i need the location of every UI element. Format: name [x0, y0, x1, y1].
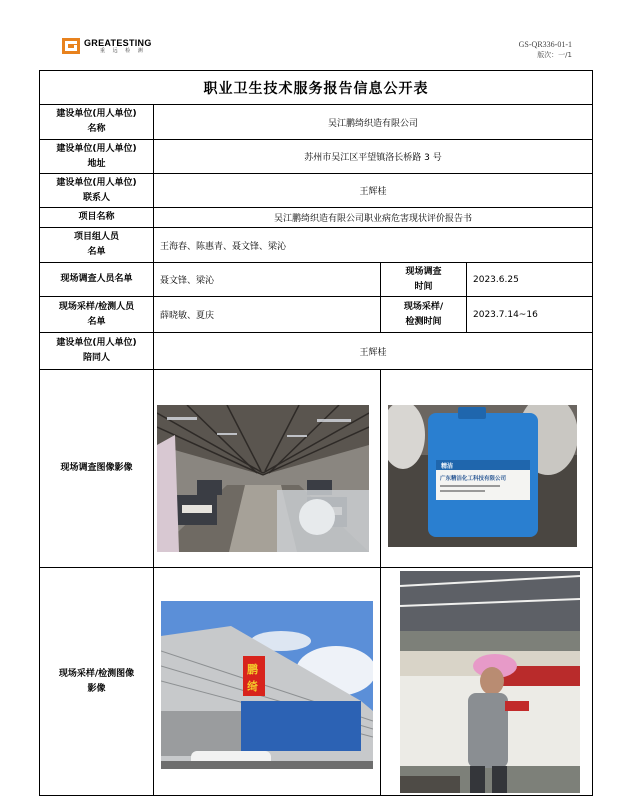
- company-address-label: 建设单位(用人单位) 地址: [40, 140, 154, 174]
- greatesting-logo-icon: [62, 38, 80, 54]
- company-logo: [62, 38, 152, 54]
- page-title: 职业卫生技术服务报告信息公开表: [40, 71, 593, 105]
- survey-photo-cell-2: [381, 370, 593, 568]
- sign-char-1: 鹏: [247, 663, 258, 676]
- survey-staff-label: 现场调查人员名单: [40, 263, 154, 297]
- document-code: GS-QR336-01-1: [518, 40, 572, 49]
- contact-person-value: 王辉桂: [154, 174, 593, 208]
- document-number-block: [519, 40, 572, 60]
- survey-staff-value: 聂文锋、梁沁: [154, 263, 381, 297]
- sampling-photo-cell-1: [154, 568, 381, 796]
- project-name-label: 项目名称: [40, 208, 154, 228]
- sampling-photo-cell-2: [381, 568, 593, 796]
- team-members-value: 王海春、陈惠青、聂文锋、梁沁: [154, 228, 593, 263]
- logo-subtitle: 重 远 检 测: [100, 48, 146, 54]
- survey-photo-cell-1: [154, 370, 381, 568]
- container-brand-text: 广东精洁化工科技有限公司: [440, 476, 507, 482]
- factory-exterior-photo: [161, 601, 373, 769]
- sampling-staff-value: 薛晓敏、夏庆: [154, 297, 381, 333]
- logo-name: GREATESTING: [84, 38, 152, 48]
- escort-value: 王辉桂: [154, 333, 593, 370]
- survey-images-label: 现场调查图像影像: [40, 370, 154, 568]
- sampling-time-label: 现场采样/ 检测时间: [381, 297, 467, 333]
- document-version: 版次：一/1: [537, 51, 572, 59]
- company-address-value: 苏州市吴江区平望镇洛长桥路 3 号: [154, 140, 593, 174]
- factory-interior-photo: [157, 405, 369, 552]
- team-members-label: 项目组人员 名单: [40, 228, 154, 263]
- survey-time-label: 现场调查 时间: [381, 263, 467, 297]
- info-disclosure-table: [39, 70, 593, 796]
- survey-time-value: 2023.6.25: [467, 263, 593, 297]
- chemical-container-photo: [388, 405, 577, 547]
- company-name-label: 建设单位(用人单位) 名称: [40, 105, 154, 140]
- container-logo-text: 精洁: [441, 463, 454, 470]
- escort-label: 建设单位(用人单位) 陪同人: [40, 333, 154, 370]
- company-name-value: 吴江鹏绮织造有限公司: [154, 105, 593, 140]
- sampling-images-label: 现场采样/检测图像 影像: [40, 568, 154, 796]
- sampling-staff-label: 现场采样/检测人员 名单: [40, 297, 154, 333]
- sampling-time-value: 2023.7.14~16: [467, 297, 593, 333]
- project-name-value: 吴江鹏绮织造有限公司职业病危害现状评价报告书: [154, 208, 593, 228]
- sign-char-2: 绮: [247, 680, 258, 693]
- worker-sampling-photo: [400, 571, 580, 793]
- contact-person-label: 建设单位(用人单位) 联系人: [40, 174, 154, 208]
